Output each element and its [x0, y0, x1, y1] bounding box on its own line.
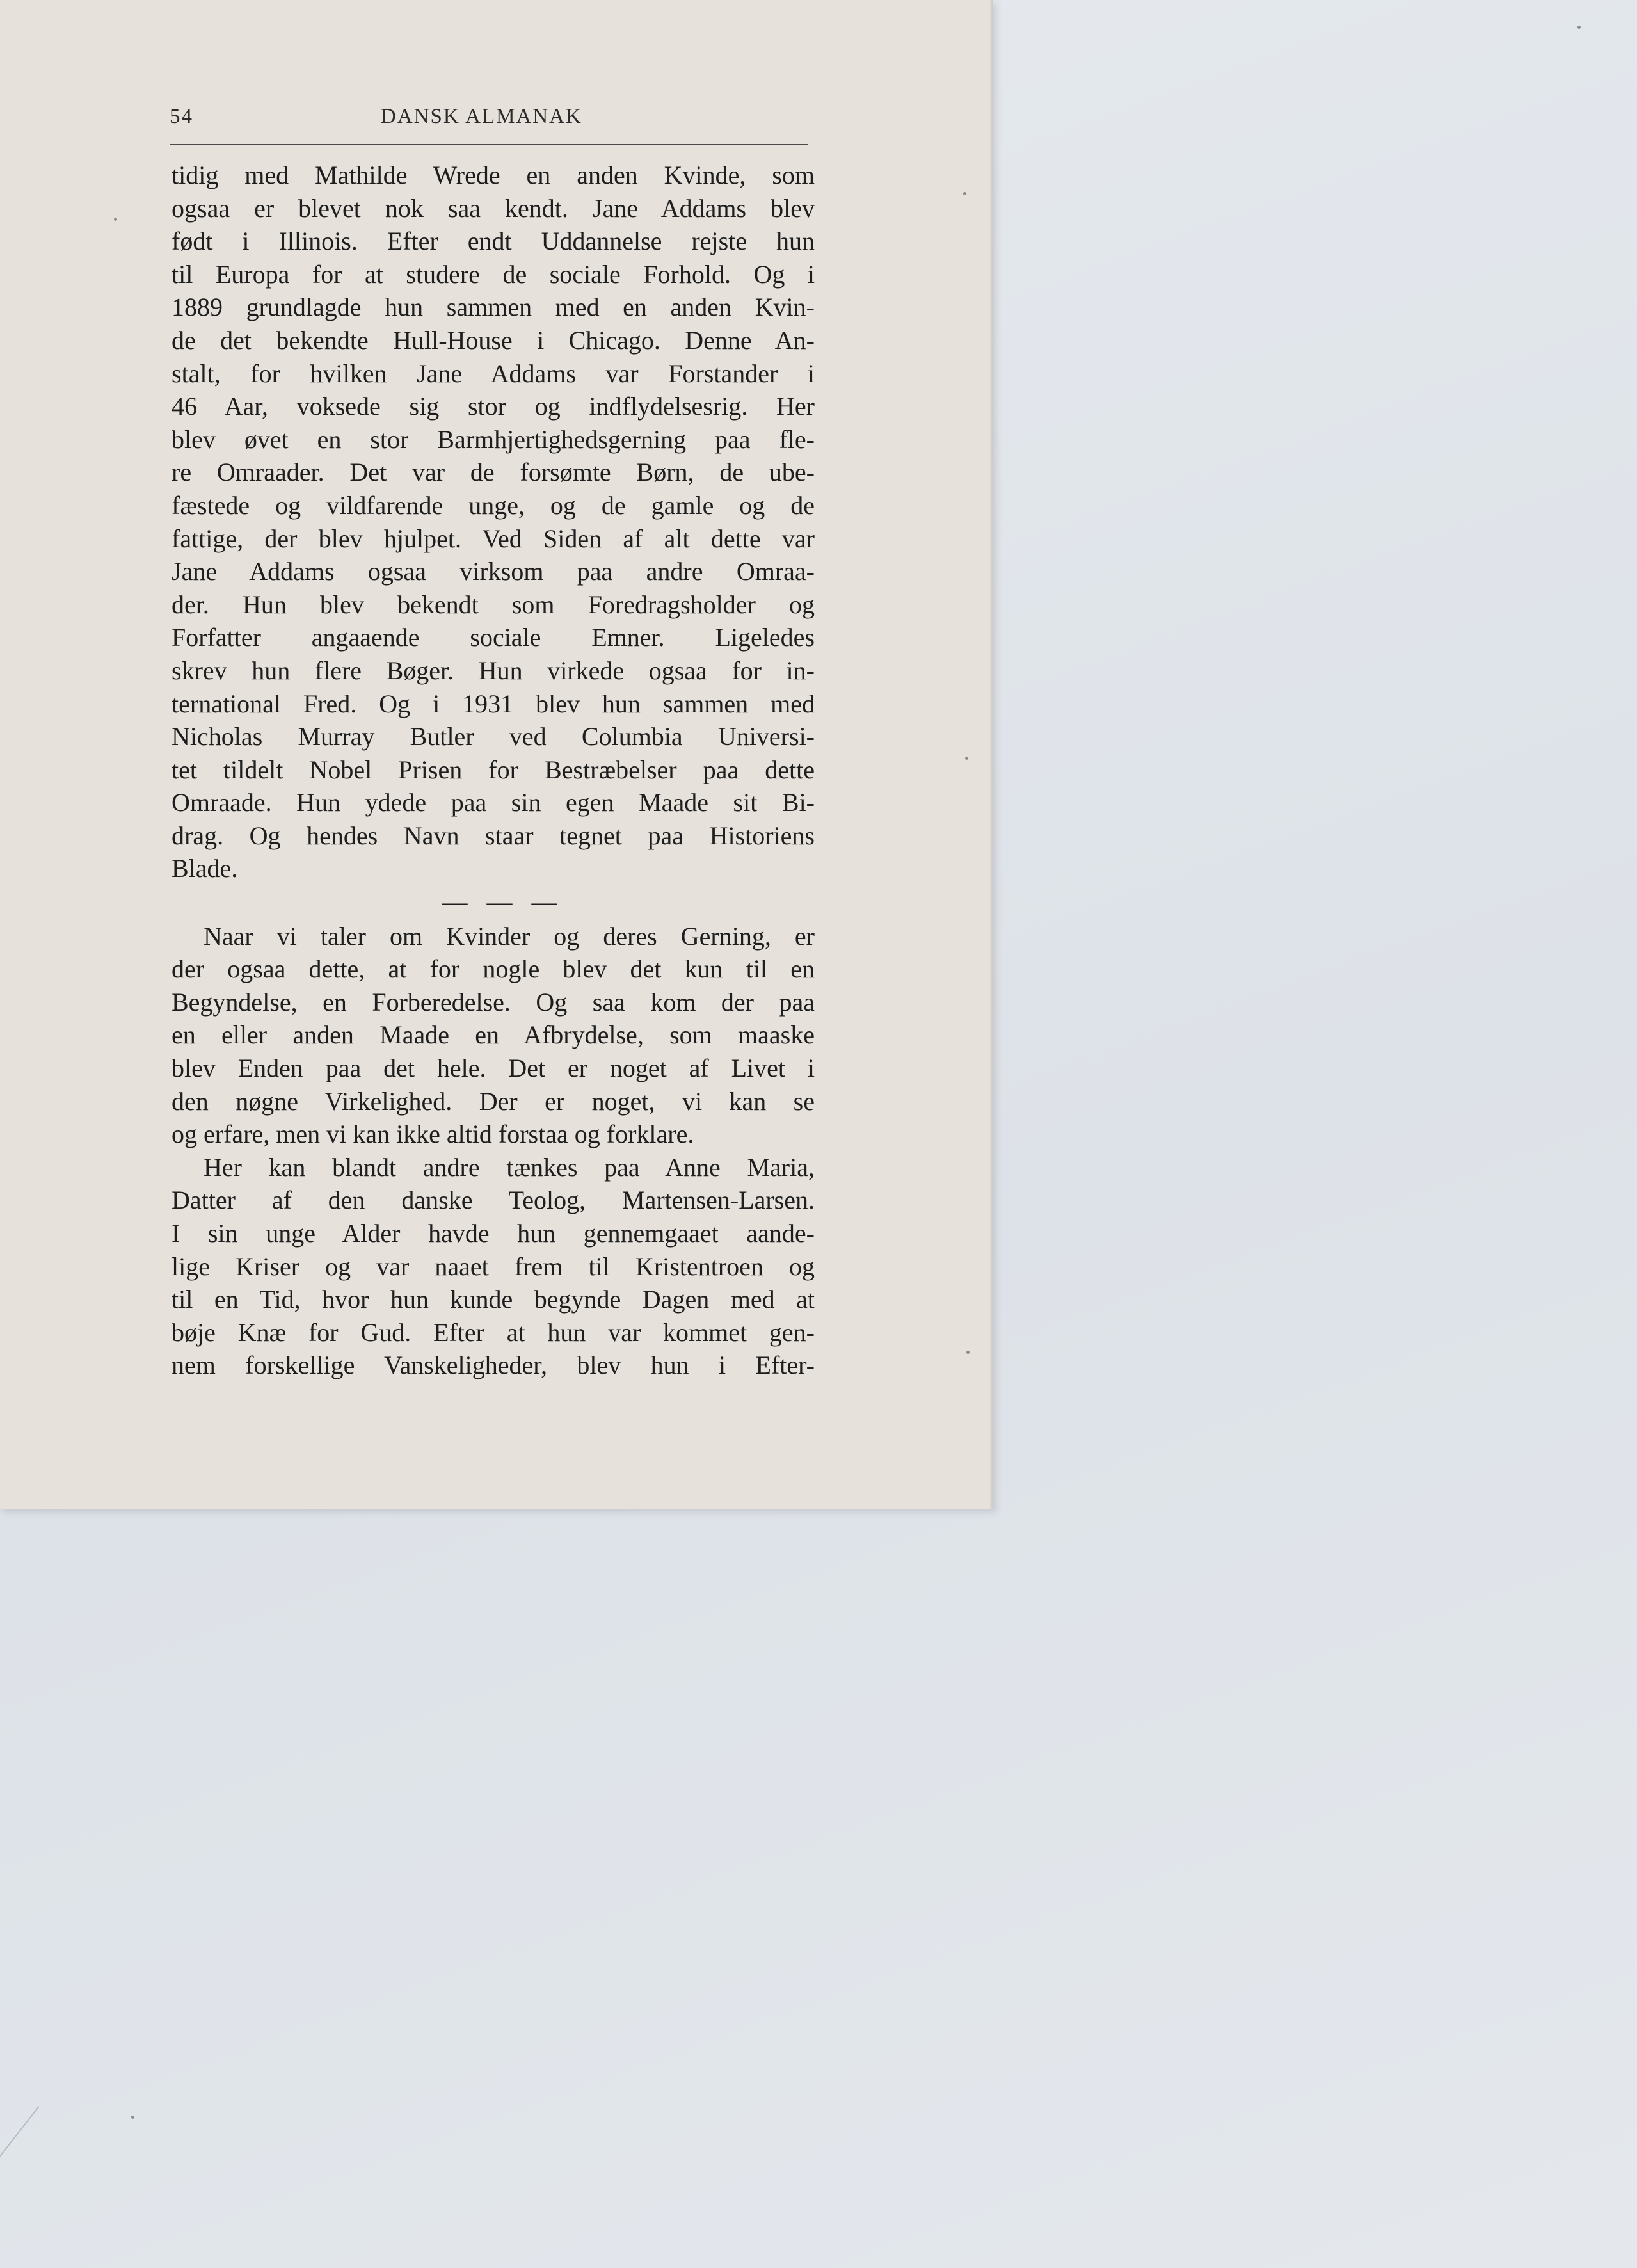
text-line: der. Hun blev bekendt som Foredragsholder og: [172, 590, 815, 619]
text-line: lige Kriser og var naaet frem til Kristentroen og: [172, 1251, 815, 1281]
paragraph-women-work: [172, 920, 815, 1151]
text-line: 1889 grundlagde hun sammen med en anden Kvin-: [172, 293, 815, 322]
text-line: nem forskellige Vanskeligheder, blev hun i Efter-: [172, 1351, 815, 1380]
text-line: Jane Addams ogsaa virksom paa andre Omraa-: [172, 557, 815, 586]
text-line: tidig med Mathilde Wrede en anden Kvinde, som: [172, 161, 815, 189]
text-line: fæstede og vildfarende unge, og de gamle og de: [172, 490, 815, 520]
text-line: ternational Fred. Og i 1931 blev hun sammen med: [172, 689, 815, 718]
text-line: blev øvet en stor Barmhjertighedsgerning paa fle-: [172, 424, 815, 454]
dust-speck: [963, 192, 966, 195]
text-line: og erfare, men vi kan ikke altid forstaa og forklare.: [172, 1120, 694, 1149]
text-line: til Europa for at studere de sociale Forhold. Og i: [172, 259, 815, 289]
text-line: Omraade. Hun ydede paa sin egen Maade sit Bi-: [172, 788, 815, 817]
text-line: re Omraader. Det var de forsømte Børn, de ube-: [172, 458, 815, 487]
paragraph-anne-maria: [172, 1151, 815, 1382]
text-line: den nøgne Virkelighed. Der er noget, vi kan se: [172, 1086, 815, 1116]
text-line: fattige, der blev hjulpet. Ved Siden af alt dette var: [172, 524, 815, 553]
body-text: [172, 159, 815, 1382]
text-line: der ogsaa dette, at for nogle blev det kun til en: [172, 954, 815, 984]
running-title: DANSK ALMANAK: [381, 105, 582, 128]
text-line: Nicholas Murray Butler ved Columbia Universi-: [172, 722, 815, 752]
text-line: I sin unge Alder havde hun gennemgaaet aande-: [172, 1219, 815, 1248]
page-number: 54: [170, 105, 193, 128]
text-line: drag. Og hendes Navn staar tegnet paa Historiens: [172, 821, 815, 850]
text-line: til en Tid, hvor hun kunde begynde Dagen med at: [172, 1285, 815, 1314]
dust-speck: [114, 218, 117, 221]
text-line: ogsaa er blevet nok saa kendt. Jane Addams blev: [172, 193, 815, 223]
text-line: skrev hun flere Bøger. Hun virkede ogsaa for in-: [172, 655, 815, 685]
text-line: blev Enden paa det hele. Det er noget af Livet i: [172, 1054, 815, 1083]
text-line: de det bekendte Hull-House i Chicago. Denne An-: [172, 325, 815, 355]
text-line: tet tildelt Nobel Prisen for Bestræbelser paa dette: [172, 755, 815, 784]
text-line: Begyndelse, en Forberedelse. Og saa kom der paa: [172, 987, 815, 1017]
header-rule: [170, 144, 808, 145]
text-line: Forfatter angaaende sociale Emner. Ligeledes: [172, 623, 815, 652]
paragraph-jane-addams: [172, 159, 815, 885]
text-line: Datter af den danske Teolog, Martensen-Larsen.: [172, 1186, 815, 1215]
dust-speck: [1577, 26, 1581, 29]
book-page: [0, 0, 993, 1509]
section-separator: — — —: [442, 887, 564, 917]
running-head: [170, 102, 810, 136]
text-line: 46 Aar, voksede sig stor og indflydelsesrig. Her: [172, 392, 815, 421]
text-line: stalt, for hvilken Jane Addams var Forstander i: [172, 358, 815, 388]
dust-speck: [131, 2116, 134, 2119]
text-line: født i Illinois. Efter endt Uddannelse rejste hun: [172, 227, 815, 256]
dust-speck: [966, 1351, 970, 1354]
dust-speck: [965, 757, 968, 760]
text-line: Blade.: [172, 854, 238, 883]
text-line: bøje Knæ for Gud. Efter at hun var kommet gen-: [172, 1317, 815, 1347]
text-line: Her kan blandt andre tænkes paa Anne Maria,: [204, 1152, 815, 1182]
text-line: en eller anden Maade en Afbrydelse, som maaske: [172, 1020, 815, 1050]
text-line: Naar vi taler om Kvinder og deres Gerning, er: [204, 921, 815, 951]
